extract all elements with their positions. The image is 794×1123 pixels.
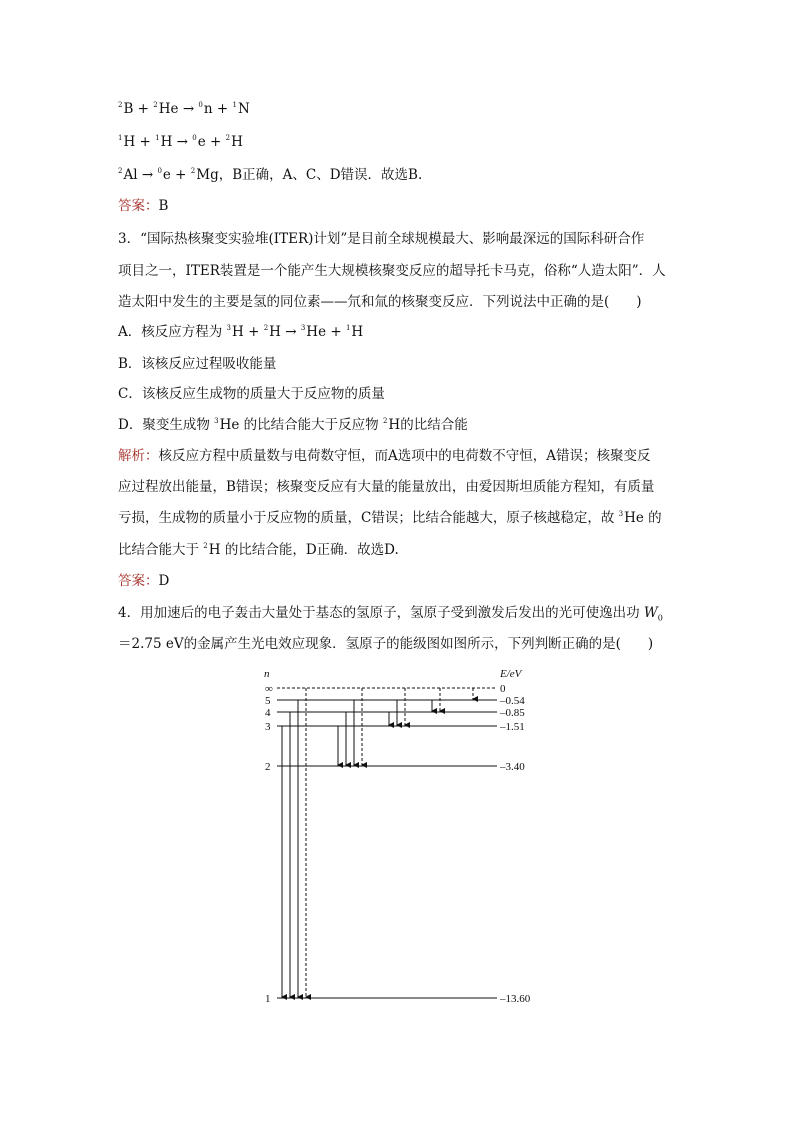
q4-stem-line-2: ＝2.75 eV的金属产生光电效应现象．氢原子的能级图如图所示，下列判断正确的是( ) (118, 636, 654, 652)
level-inf (265, 683, 506, 695)
level-3 (265, 721, 525, 733)
level-energy-label: –13.60 (500, 993, 531, 1005)
level-energy-label: –0.85 (500, 707, 525, 719)
answer-value: B (158, 198, 169, 214)
energy-level-diagram (250, 663, 550, 1013)
energy-levels (265, 683, 531, 1005)
q3-option-a: A．核反应方程为 $^3$H + $^2$H → $^3$He + $^1$H (118, 323, 364, 340)
level-1 (265, 993, 531, 1005)
level-n-label: ∞ (265, 683, 273, 695)
level-5 (265, 695, 525, 707)
answer-label: 答案： (118, 198, 159, 214)
q3-stem-line-2: 项目之一，ITER装置是一个能产生大规模核聚变反应的超导托卡马克，俗称“人造太阳”．人 (118, 263, 666, 279)
analysis-line-2: 应过程放出能量，B错误；核聚变反应有大量的能量放出，由爱因斯坦质能方程知，有质量 (118, 479, 655, 495)
axis-n-label: n (264, 668, 270, 680)
equation-2: $^1$H + $^1$H → $^0$e + $^2$H (118, 133, 243, 150)
level-n-label: 1 (265, 993, 271, 1005)
q3-option-c: C．该核反应生成物的质量大于反应物的质量 (118, 386, 385, 402)
level-energy-label: –0.54 (500, 695, 525, 707)
analysis-line-3: 亏损，生成物的质量小于反应物的质量，C错误；比结合能越大，原子核越稳定，故 $^3$He 的 (118, 509, 662, 526)
answer-label: 答案： (118, 573, 159, 589)
q3-stem-line-1: 3．“国际热核聚变实验堆(ITER)计划”是目前全球规模最大、影响最深远的国际科研合作 (118, 231, 645, 247)
q4-stem-line-1: 4．用加速后的电子轰击大量处于基态的氢原子，氢原子受到激发后发出的光可使逸出功 $W_0$ (118, 605, 663, 623)
level-energy-label: –1.51 (500, 721, 525, 733)
level-energy-label: 0 (500, 683, 506, 695)
transitions (282, 688, 473, 997)
answer-2 (118, 572, 694, 590)
analysis-label: 解析： (118, 448, 159, 464)
answer-value: D (158, 573, 170, 589)
equation-3: $^2$Al → $^0$e + $^2$Mg，B正确，A、C、D错误．故选B. (118, 166, 423, 183)
level-n-label: 4 (265, 707, 271, 719)
level-n-label: 3 (265, 721, 271, 733)
axis-energy-label: E/eV (500, 668, 522, 680)
level-n-label: 2 (265, 761, 271, 773)
analysis-line-1: 解析：核反应方程中质量数与电荷数守恒，而A选项中的电荷数不守恒，A错误；核聚变反 (118, 448, 651, 464)
q3-option-d: D．聚变生成物 $^3$He 的比结合能大于反应物 $^2$H的比结合能 (118, 416, 468, 433)
q3-stem-line-3: 造太阳中发生的主要是氢的同位素——氘和氚的核聚变反应．下列说法中正确的是( ) (118, 294, 642, 310)
level-4 (265, 707, 525, 719)
level-2 (265, 761, 525, 773)
level-energy-label: –3.40 (500, 761, 525, 773)
analysis-line-4: 比结合能大于 $^2$H 的比结合能，D正确．故选D. (118, 541, 399, 558)
q3-option-b: B．该核反应过程吸收能量 (118, 356, 277, 372)
level-n-label: 5 (265, 695, 271, 707)
answer-1 (118, 197, 694, 215)
equation-1: $^2$B + $^2$He → $^0$n + $^1$N (118, 100, 250, 117)
